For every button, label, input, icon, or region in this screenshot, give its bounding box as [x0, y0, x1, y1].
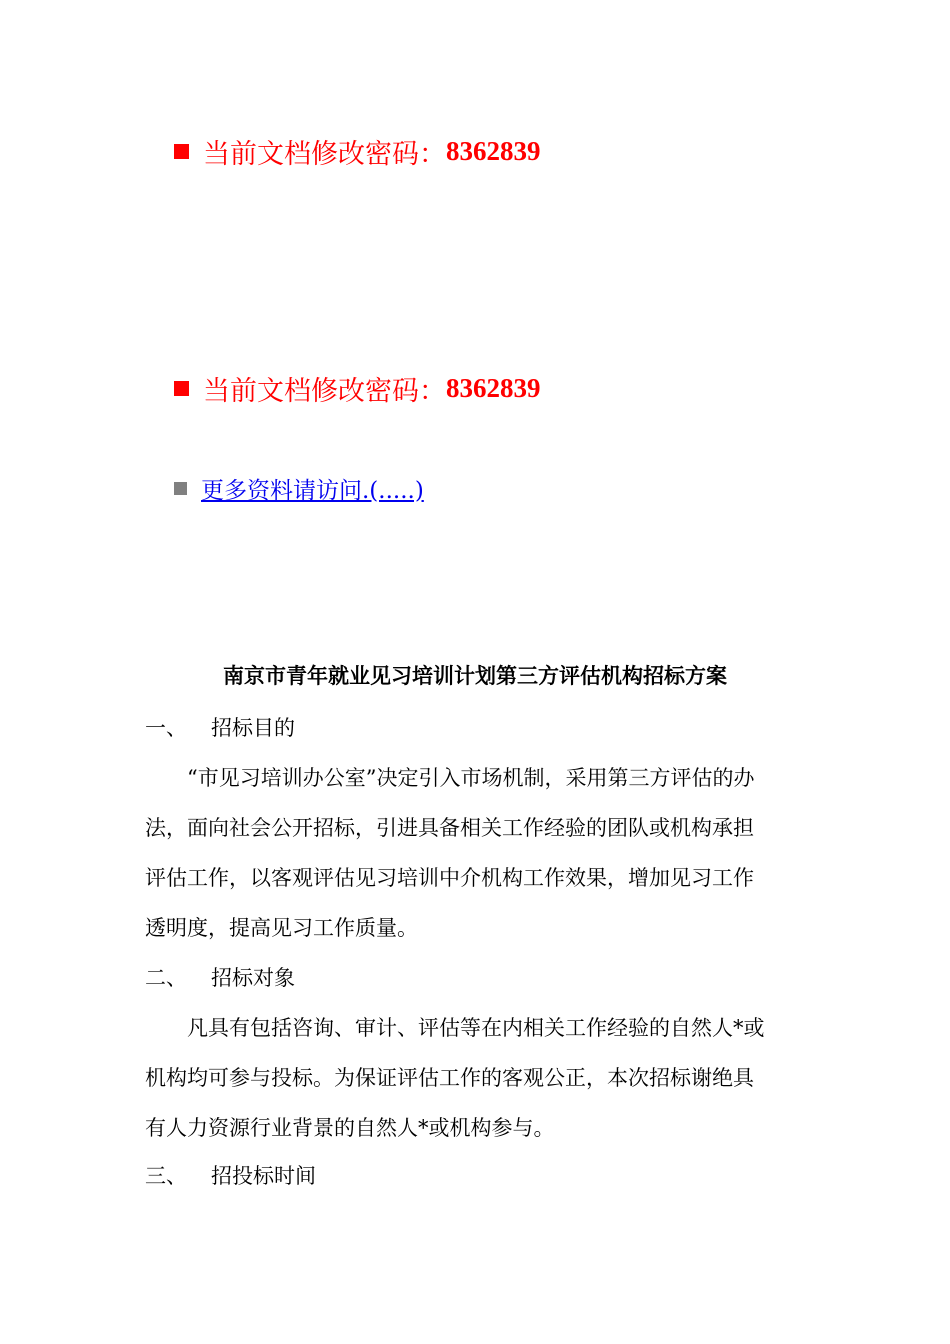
password-notice-1	[174, 131, 541, 171]
document-title: 南京市青年就业见习培训计划第三方评估机构招标方案	[223, 663, 727, 688]
paragraph-line: 法，面向社会公开招标，引进具备相关工作经验的团队或机构承担	[145, 816, 754, 840]
section-heading-2	[145, 962, 295, 992]
section-number: 三、	[145, 1164, 187, 1188]
password-notice-label: 当前文档修改密码：	[203, 138, 446, 170]
paragraph-line: 凡具有包括咨询、审计、评估等在内相关工作经验的自然人*或	[187, 1016, 765, 1040]
section-heading-3	[145, 1160, 316, 1190]
section-title: 招标对象	[211, 966, 295, 990]
more-resources-link[interactable]: 更多资料请访问.(.....)	[201, 477, 424, 504]
section-number: 一、	[145, 716, 187, 740]
password-code: 8362839	[446, 372, 541, 403]
paragraph-line: 评估工作，以客观评估见习培训中介机构工作效果，增加见习工作	[145, 866, 754, 890]
section-number: 二、	[145, 966, 187, 990]
paragraph-line: 机构均可参与投标。为保证评估工作的客观公正，本次招标谢绝具	[145, 1066, 754, 1090]
password-notice-2	[174, 368, 541, 408]
paragraph-line: 透明度，提高见习工作质量。	[145, 916, 418, 940]
paragraph-line: “市见习培训办公室”决定引入市场机制，采用第三方评估的办	[187, 766, 755, 790]
password-notice-label: 当前文档修改密码：	[203, 375, 446, 407]
red-square-bullet-icon	[174, 144, 189, 159]
more-resources-line	[174, 470, 424, 506]
red-square-bullet-icon	[174, 381, 189, 396]
section-title: 招投标时间	[211, 1164, 316, 1188]
section-heading-1	[145, 712, 295, 742]
paragraph-line: 有人力资源行业背景的自然人*或机构参与。	[145, 1116, 555, 1140]
password-code: 8362839	[446, 135, 541, 166]
section-title: 招标目的	[211, 716, 295, 740]
gray-square-bullet-icon	[174, 482, 187, 495]
